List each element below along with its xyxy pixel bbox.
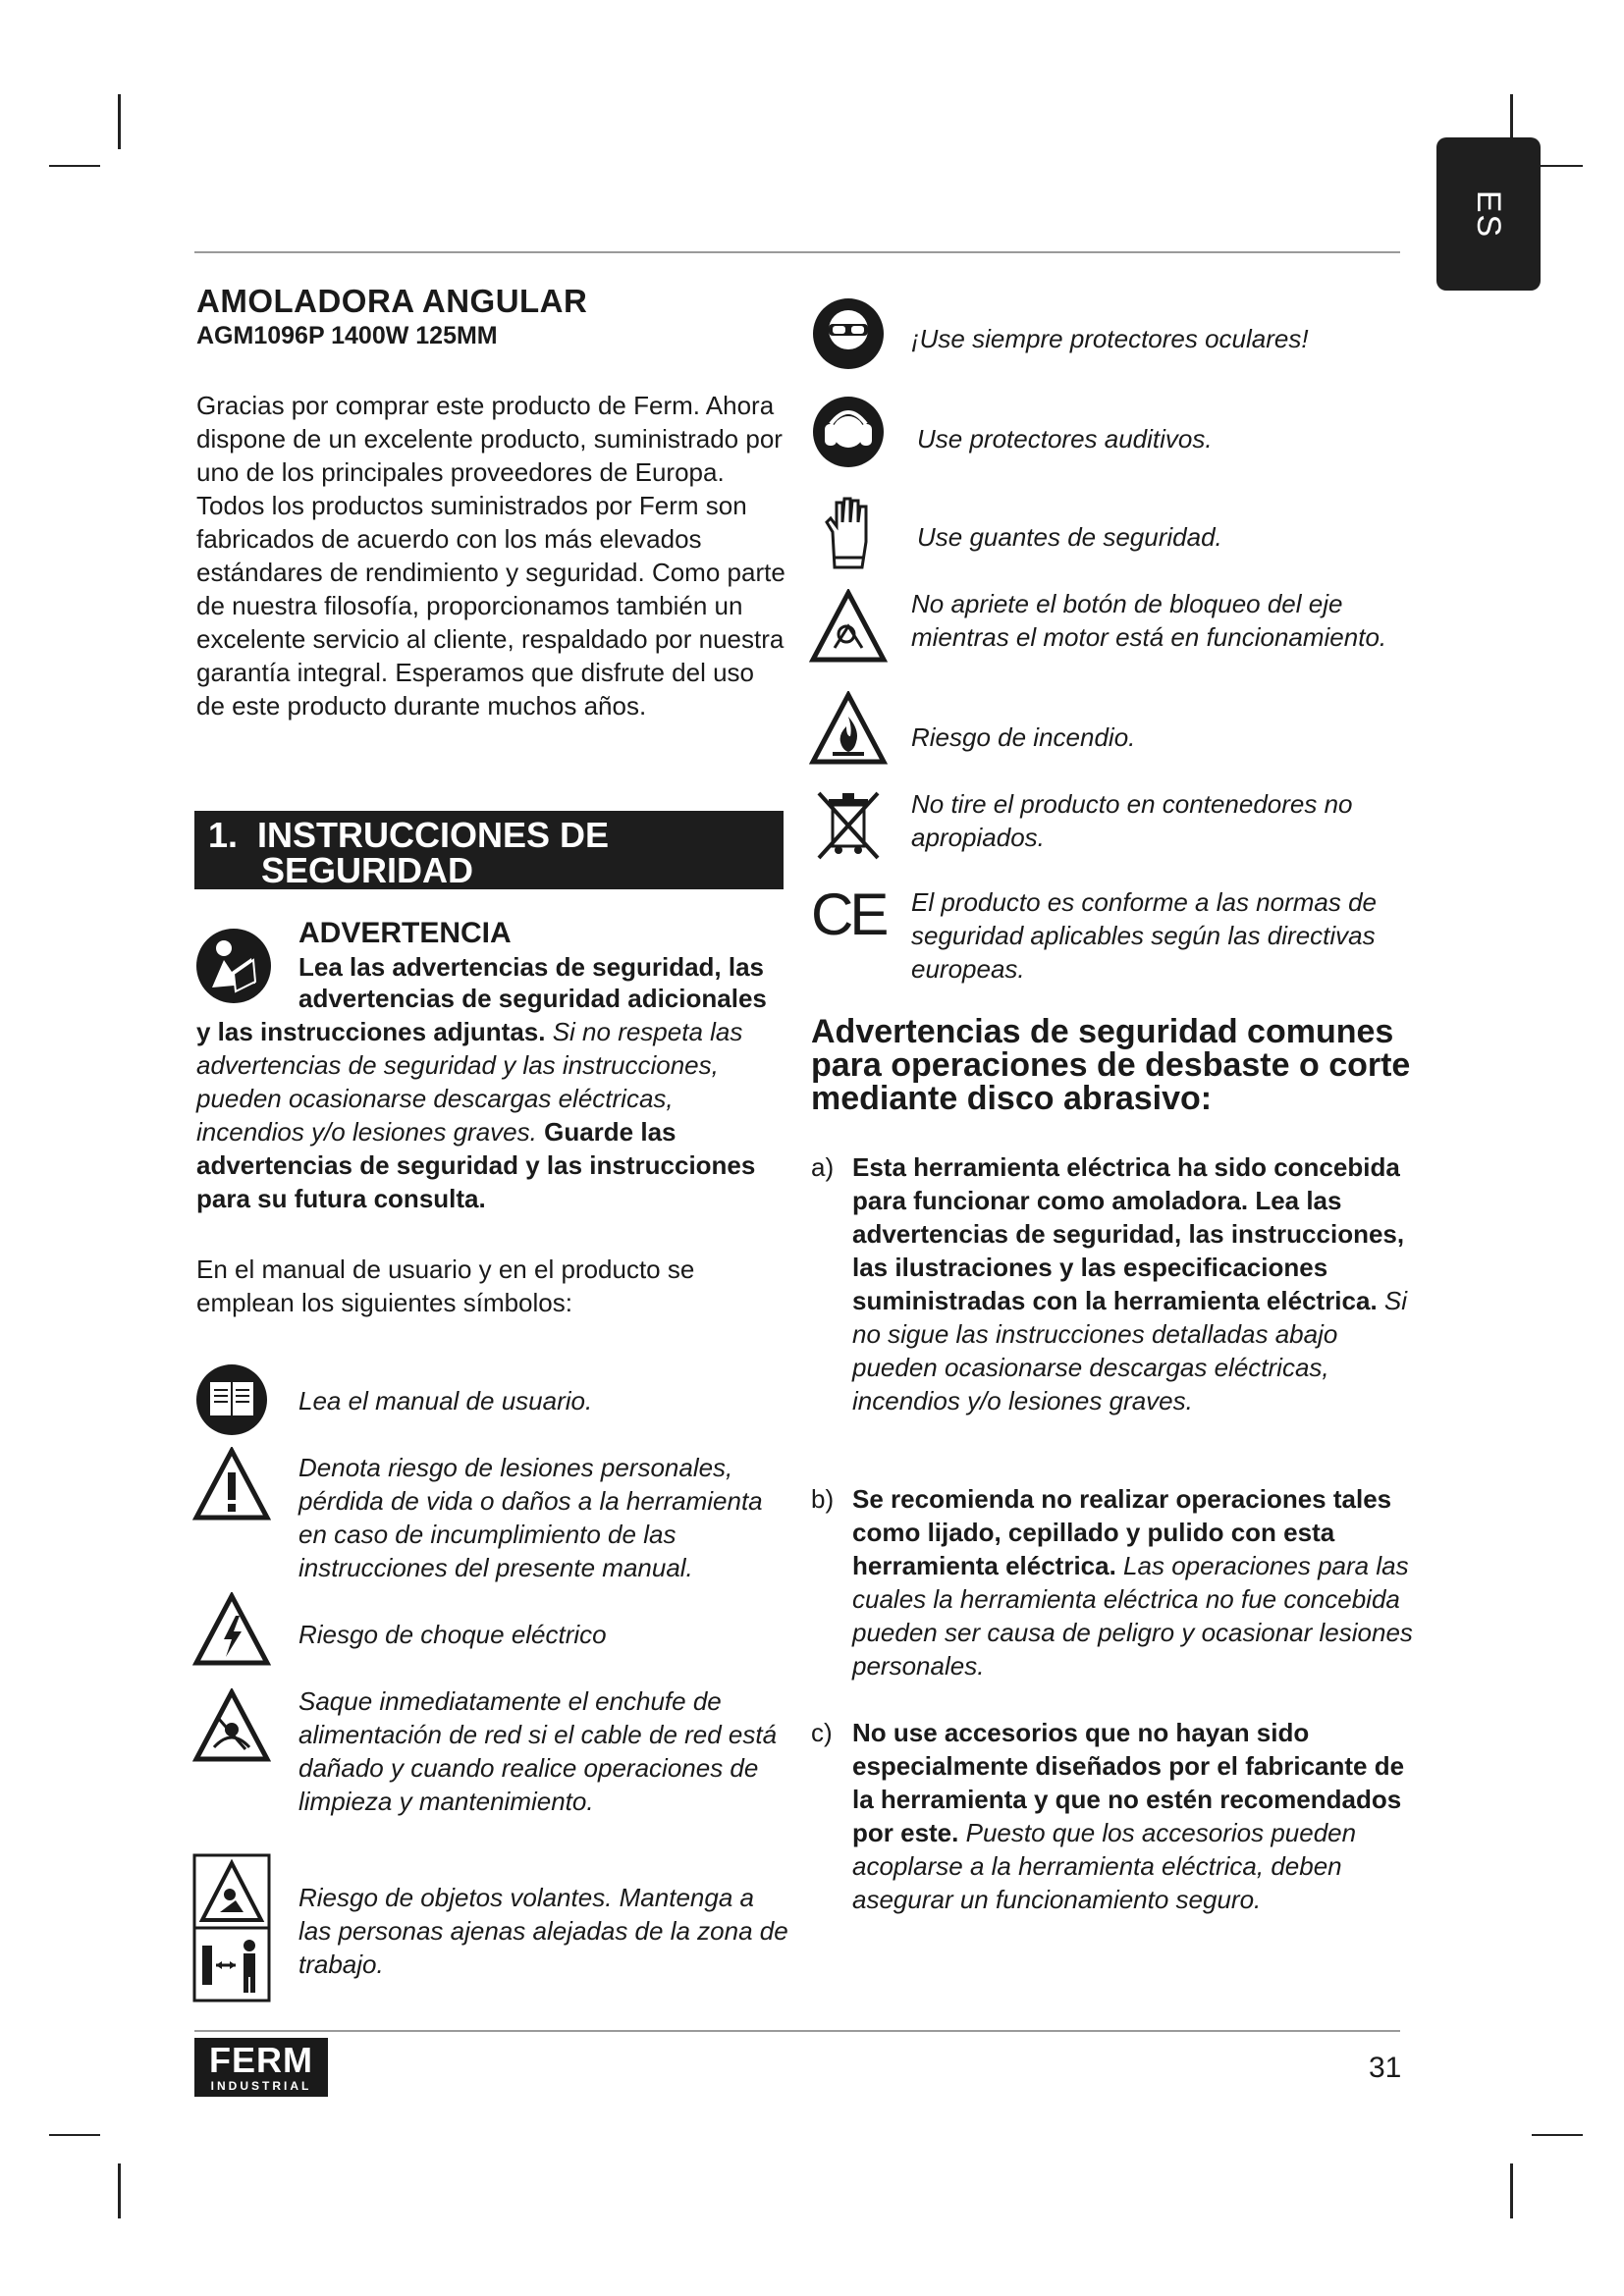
warning-italic1: Si no respeta las advertencias de seguridad y las instrucciones, pueden ocasionarse descargas eléctricas, incendios y/o lesiones graves. xyxy=(196,1017,743,1147)
warning-line1: Lea las advertencias de seguridad, las xyxy=(298,952,765,982)
warning-body xyxy=(196,1015,785,1215)
list-item-italic: Si no sigue las instrucciones detalladas abajo pueden ocasionarse descargas eléctricas, incendios y/o lesiones graves. xyxy=(852,1286,1408,1415)
document-title: AMOLADORA ANGULAR xyxy=(196,283,588,319)
section-number: 1. xyxy=(208,815,239,855)
unplug-icon xyxy=(192,1688,271,1763)
warning-title: ADVERTENCIA xyxy=(298,917,512,949)
symbols-intro: En el manual de usuario y en el producto se emplean los siguientes símbolos: xyxy=(196,1255,695,1317)
logo-subword: INDUSTRIAL xyxy=(210,2079,312,2093)
list-item-italic: Puesto que los accesorios pueden acoplarse a la herramienta eléctrica, deben asegurar un funcionamiento seguro. xyxy=(852,1818,1357,1914)
list-item xyxy=(811,1482,1420,1682)
header-rule xyxy=(194,251,1400,253)
symbol-text-gloves: Use guantes de seguridad. xyxy=(917,522,1222,552)
list-item-label: a) xyxy=(811,1152,835,1182)
footer-rule xyxy=(194,2030,1400,2032)
crop-mark xyxy=(49,165,100,167)
gloves-icon xyxy=(813,493,886,571)
symbol-text-weee: No tire el producto en contenedores no apropiados. xyxy=(911,789,1353,852)
warning-triangle-icon xyxy=(192,1447,271,1522)
intro-paragraph: Gracias por comprar este producto de Ferm. Ahora dispone de un excelente producto, suministrado por uno de los principales proveedores de Europa. Todos los productos suministrados por Ferm son fabricados de acuerdo con los más elevados estándares de rendimiento y seguridad. Como parte de nuestra filosofía, proporcionamos también un excelente servicio al cliente, respaldado por nuestra garantía integral. Esperamos que disfrute del uso de este producto durante muchos años. xyxy=(196,391,785,721)
symbol-text-read-manual: Lea el manual de usuario. xyxy=(298,1386,593,1415)
spindle-lock-icon xyxy=(809,589,888,664)
flying-objects-icon xyxy=(192,1853,271,2002)
crop-mark xyxy=(118,94,121,149)
safety-subheading: Advertencias de seguridad comunes para operaciones de desbaste o corte mediante disco abrasivo: xyxy=(811,1013,1411,1117)
page-number: 31 xyxy=(1369,2052,1402,2084)
read-manual-icon xyxy=(194,1362,269,1437)
logo-word: FERM xyxy=(209,2040,313,2080)
model-subtitle: AGM1096P 1400W 125MM xyxy=(196,322,498,349)
list-item xyxy=(811,1716,1420,1916)
weee-bin-icon xyxy=(813,787,884,862)
list-item-bold: No use accesorios que no hayan sido especialmente diseñados por el fabricante de la herramienta y que no estén recomendados por este. xyxy=(852,1718,1405,1847)
symbol-text-fire: Riesgo de incendio. xyxy=(911,722,1136,752)
symbol-text-ear: Use protectores auditivos. xyxy=(917,424,1213,454)
symbol-text-eye: ¡Use siempre protectores oculares! xyxy=(911,324,1309,353)
symbol-text-spindle: No apriete el botón de bloqueo del eje mientras el motor está en funcionamiento. xyxy=(911,589,1387,652)
section-heading xyxy=(194,811,784,889)
section-title-line1: INSTRUCCIONES DE xyxy=(257,815,610,855)
warning-bold1: y las instrucciones adjuntas. xyxy=(196,1017,546,1046)
symbol-text-warning: Denota riesgo de lesiones personales, pérdida de vida o daños a la herramienta en caso de incumplimiento de las instrucciones del presente manual. xyxy=(298,1453,763,1582)
list-item-bold: Esta herramienta eléctrica ha sido concebida para funcionar como amoladora. Lea las advertencias de seguridad, las instrucciones, las ilustraciones y las especificaciones suministradas con la herramienta eléctrica. xyxy=(852,1152,1405,1315)
ferm-logo xyxy=(194,2038,328,2097)
ce-mark-icon: CE xyxy=(811,881,886,947)
list-item-label: b) xyxy=(811,1484,835,1514)
crop-mark xyxy=(49,2134,100,2136)
list-item-label: c) xyxy=(811,1718,833,1747)
list-item-italic: Las operaciones para las cuales la herramienta eléctrica no fue concebida pueden ser causa de peligro y ocasionar lesiones personales. xyxy=(852,1551,1413,1681)
crop-mark xyxy=(1510,2163,1513,2218)
list-item-bold: Se recomienda no realizar operaciones tales como lijado, cepillado y pulido con esta herramienta eléctrica. xyxy=(852,1484,1392,1580)
read-manual-warning-icon xyxy=(194,927,273,1005)
symbol-text-flying-objects: Riesgo de objetos volantes. Mantenga a las personas ajenas alejadas de la zona de trabajo. xyxy=(298,1883,788,1979)
section-title-line2: SEGURIDAD xyxy=(261,850,474,890)
symbol-text-electric: Riesgo de choque eléctrico xyxy=(298,1620,607,1649)
language-tab-label: ES xyxy=(1470,189,1508,239)
crop-mark xyxy=(1532,2134,1583,2136)
language-tab xyxy=(1436,137,1541,291)
ear-protection-icon xyxy=(811,395,886,469)
electric-shock-icon xyxy=(192,1592,271,1667)
warning-line2: advertencias de seguridad adicionales xyxy=(298,984,767,1013)
fire-risk-icon xyxy=(809,691,888,766)
eye-protection-icon xyxy=(811,296,886,371)
list-item xyxy=(811,1150,1420,1417)
warning-bold2: Guarde las advertencias de seguridad y las instrucciones para su futura consulta. xyxy=(196,1117,756,1213)
symbol-text-ce: El producto es conforme a las normas de seguridad aplicables según las directivas europeas. xyxy=(911,887,1378,984)
symbol-text-unplug: Saque inmediatamente el enchufe de alimentación de red si el cable de red está dañado y cuando realice operaciones de limpieza y mantenimiento. xyxy=(298,1686,778,1816)
crop-mark xyxy=(118,2163,121,2218)
